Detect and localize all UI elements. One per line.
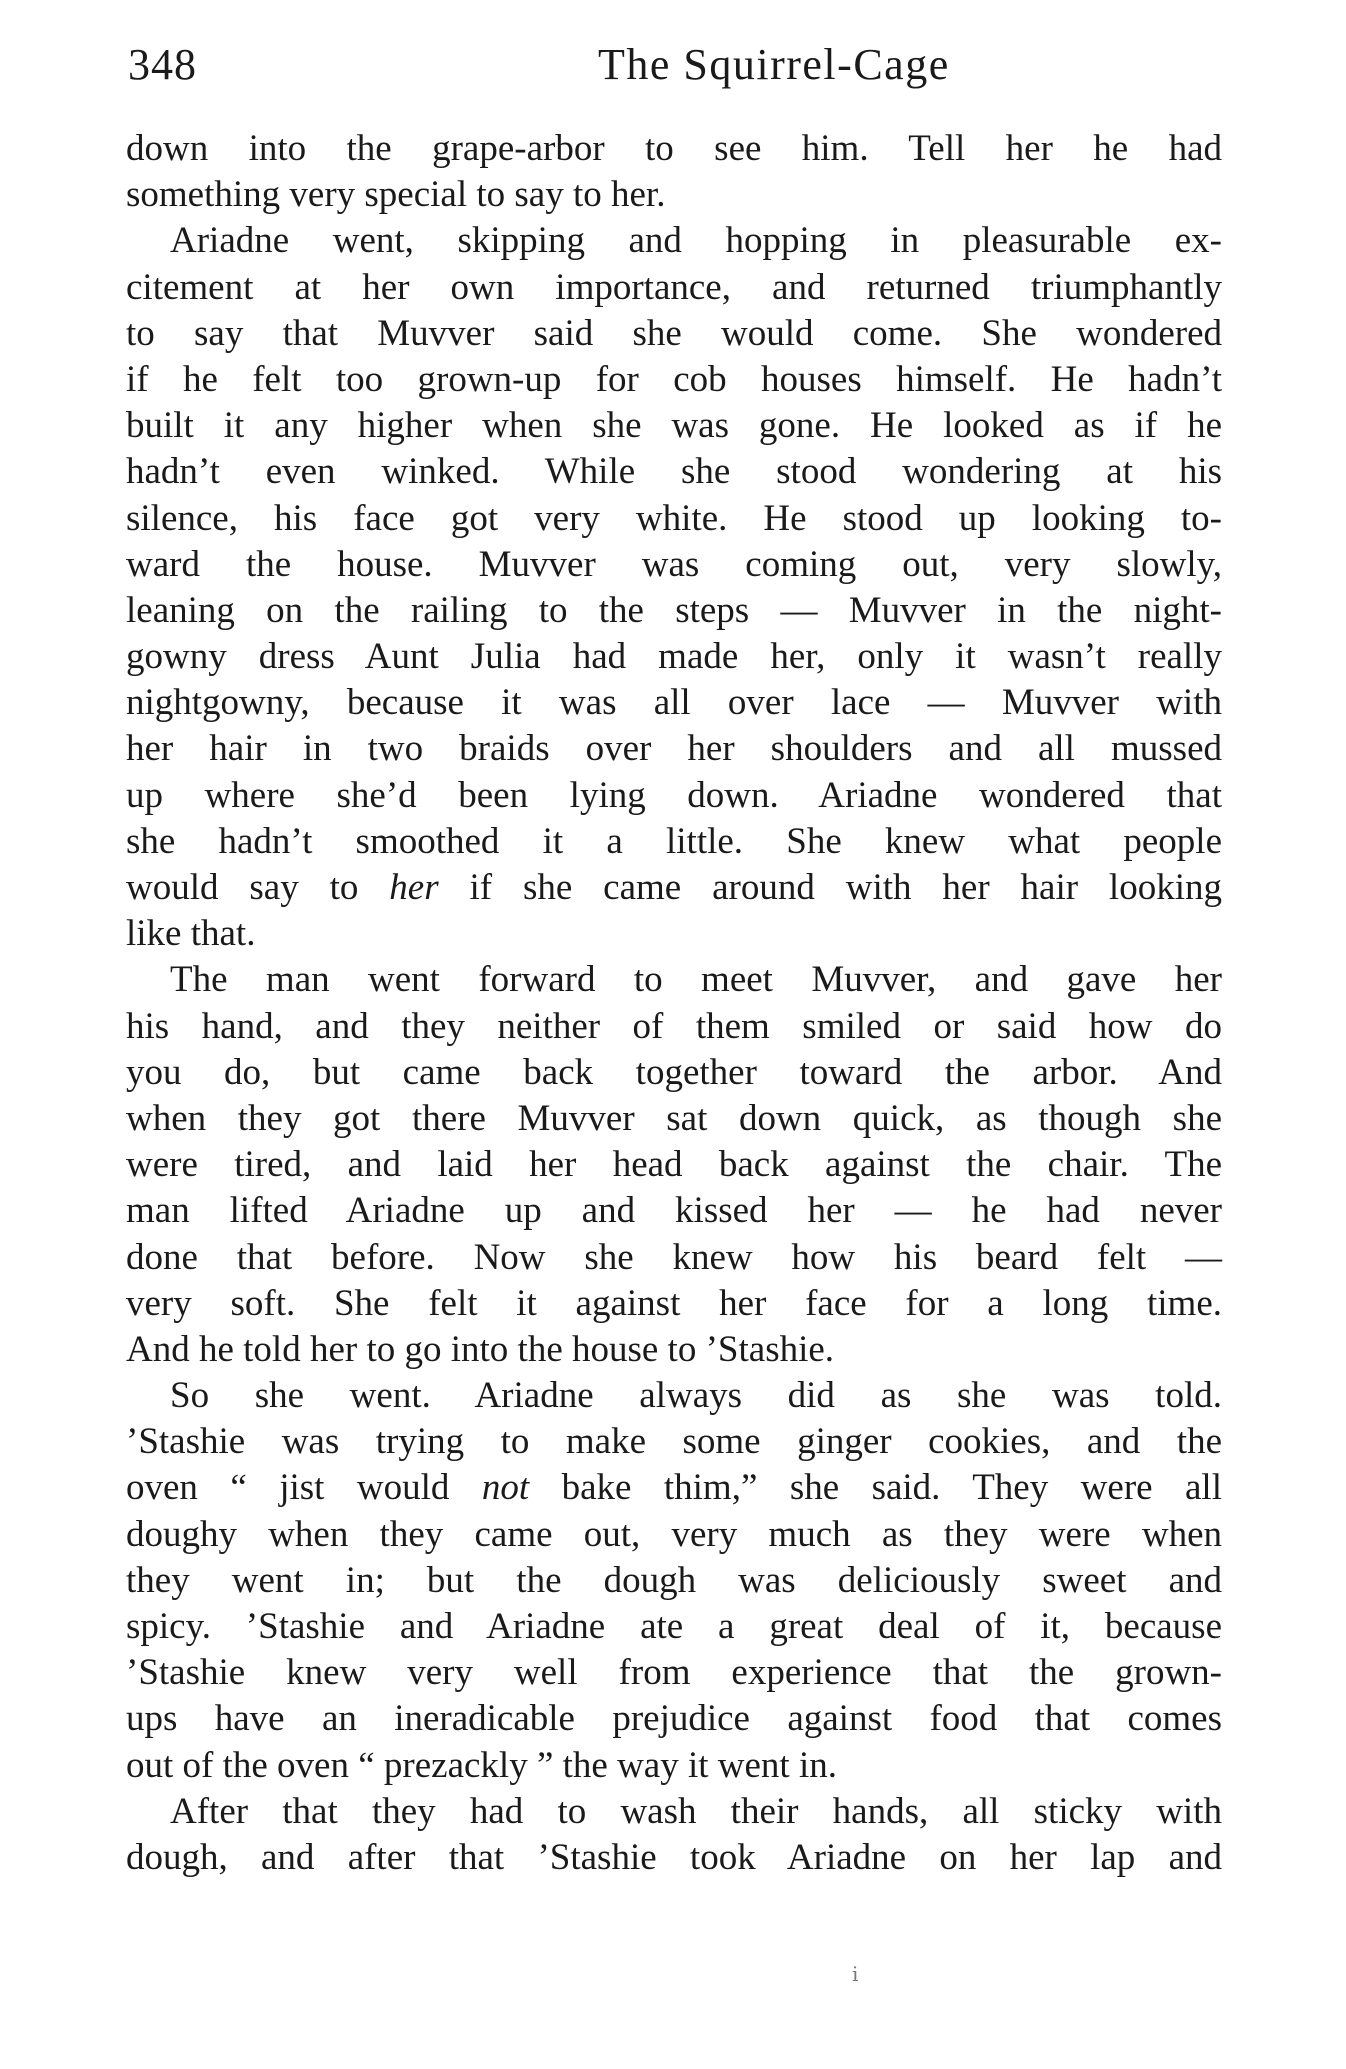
paragraph-start-line: The man went forward to meet Muvver, and gave her (170, 959, 1222, 1001)
text-line-with-italic: would say to her if she came around with her hair looking (126, 867, 1222, 908)
text-line: ’Stashie knew very well from experience that the grown- (126, 1652, 1222, 1694)
paragraph-start-line: So she went. Ariadne always did as she was told. (170, 1375, 1222, 1417)
text-line: hadn’t even winked. While she stood wondering at his (126, 451, 1222, 493)
text-line: citement at her own importance, and returned triumphantly (126, 266, 1222, 308)
paragraph-start-line: Ariadne went, skipping and hopping in pleasurable ex- (170, 220, 1222, 262)
italic-emphasis: not (481, 1467, 530, 1509)
text-line: like that. (126, 913, 256, 955)
text-line-with-italic: oven “ jist would not bake thim,” she said. They were all (126, 1467, 1222, 1509)
text-line: up where she’d been lying down. Ariadne wondered that (126, 774, 1222, 816)
text-line: her hair in two braids over her shoulders and all mussed (126, 728, 1222, 770)
text-line: man lifted Ariadne up and kissed her — he had never (126, 1190, 1222, 1232)
text-line: done that before. Now she knew how his beard felt — (126, 1236, 1222, 1278)
page-number: 348 (128, 40, 197, 89)
text-line: nightgowny, because it was all over lace — Muvver with (126, 682, 1222, 724)
text-line: gowny dress Aunt Julia had made her, only it wasn’t really (126, 636, 1222, 678)
text-line: doughy when they came out, very much as they were when (126, 1513, 1222, 1555)
text-line: down into the grape-arbor to see him. Tell her he had (126, 128, 1222, 169)
text-line: leaning on the railing to the steps — Muvver in the night- (126, 589, 1222, 631)
paragraph-start-line: After that they had to wash their hands, all sticky with (170, 1790, 1222, 1832)
text-line: out of the oven “ prezackly ” the way it went in. (126, 1744, 837, 1786)
page-header (128, 34, 1220, 96)
text-line: ’Stashie was trying to make some ginger cookies, and the (126, 1421, 1222, 1463)
text-line: And he told her to go into the house to ’Stashie. (126, 1328, 835, 1370)
text-line: you do, but came back together toward the arbor. And (126, 1051, 1222, 1093)
running-title: The Squirrel-Cage (598, 40, 950, 89)
signature-mark: ⅰ (852, 1964, 859, 1986)
text-line: his hand, and they neither of them smiled or said how do (126, 1005, 1222, 1047)
text-line: were tired, and laid her head back against the chair. The (126, 1144, 1222, 1186)
text-line: built it any higher when she was gone. He looked as if he (126, 405, 1222, 447)
text-line: ups have an ineradicable prejudice against food that comes (126, 1698, 1222, 1740)
text-line: they went in; but the dough was deliciously sweet and (126, 1559, 1222, 1601)
text-line: she hadn’t smoothed it a little. She knew what people (126, 820, 1222, 862)
text-line: silence, his face got very white. He stood up looking to- (126, 497, 1222, 539)
text-line: when they got there Muvver sat down quick, as though she (126, 1097, 1222, 1139)
text-line: to say that Muvver said she would come. She wondered (126, 312, 1222, 354)
text-line: ward the house. Muvver was coming out, very slowly, (126, 543, 1222, 585)
text-line: dough, and after that ’Stashie took Ariadne on her lap and (126, 1836, 1222, 1878)
text-line: very soft. She felt it against her face for a long time. (126, 1282, 1222, 1324)
italic-emphasis: her (389, 867, 439, 908)
text-line: if he felt too grown-up for cob houses himself. He hadn’t (126, 358, 1222, 400)
text-line: something very special to say to her. (126, 174, 666, 216)
text-line: spicy. ’Stashie and Ariadne ate a great deal of it, because (126, 1606, 1222, 1647)
body-text (126, 126, 1222, 1881)
